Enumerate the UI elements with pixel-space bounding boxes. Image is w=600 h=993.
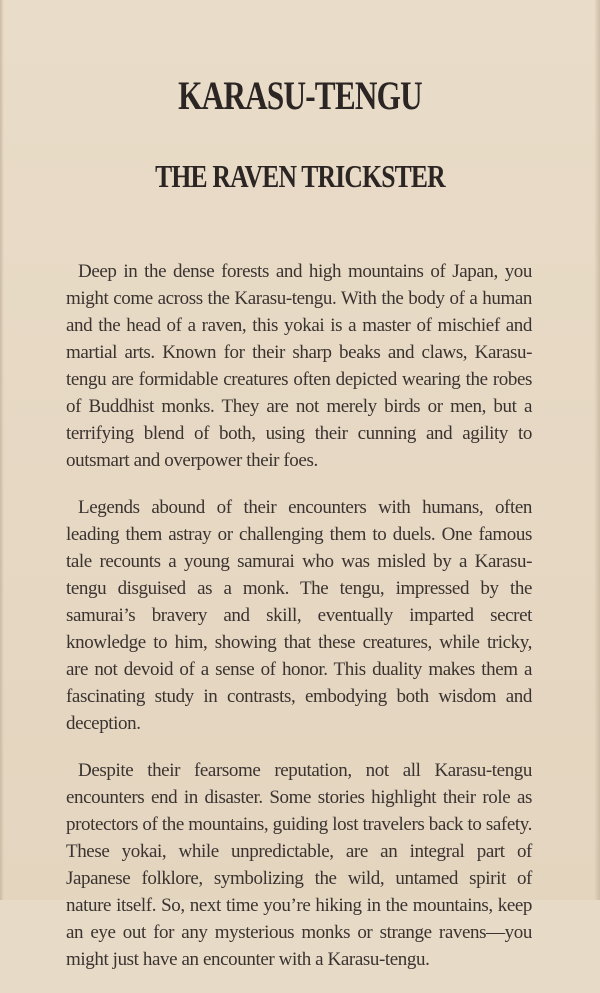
page-edge-left	[0, 0, 4, 900]
page-subtitle: THE RAVEN TRICKSTER	[155, 158, 445, 194]
paragraph-2: Legends abound of their encounters with humans, often leading them astray or challenging them to duels. One famous tale recounts a young samurai who was misled by a Karasu-tengu disguised as a monk. The tengu, impressed by the samurai’s bravery and skill, eventually imparted secret knowledge to him, showing that these creatures, while tricky, are not devoid of a sense of honor. This duality makes them a fascinating study in contrasts, embodying both wisdom and deception.	[66, 497, 532, 734]
paragraph-1: Deep in the dense forests and high mountains of Japan, you might come across the Karasu-tengu. With the body of a human and the head of a raven, this yokai is a master of mischief and martial arts. Known for their sharp beaks and claws, Karasu-tengu are formidable creatures often depicted wearing the robes of Buddhist monks. They are not merely birds or men, but a terrifying blend of both, using their cunning and agility to outsmart and overpower their foes.	[66, 261, 532, 471]
page-edge-right	[594, 0, 600, 900]
article-body	[66, 258, 532, 993]
page-title: KARASU-TENGU	[178, 73, 422, 118]
paragraph-3: Despite their fearsome reputation, not all Karasu-tengu encounters end in disaster. Some stories highlight their role as protectors of the mountains, guiding lost travelers back to safety. These yokai, while unpredictable, are an integral part of Japanese folklore, symbolizing the wild, untamed spirit of nature itself. So, next time you’re hiking in the mountains, keep an eye out for any mysterious monks or strange ravens—you might just have an encounter with a Karasu-tengu.	[66, 760, 532, 970]
